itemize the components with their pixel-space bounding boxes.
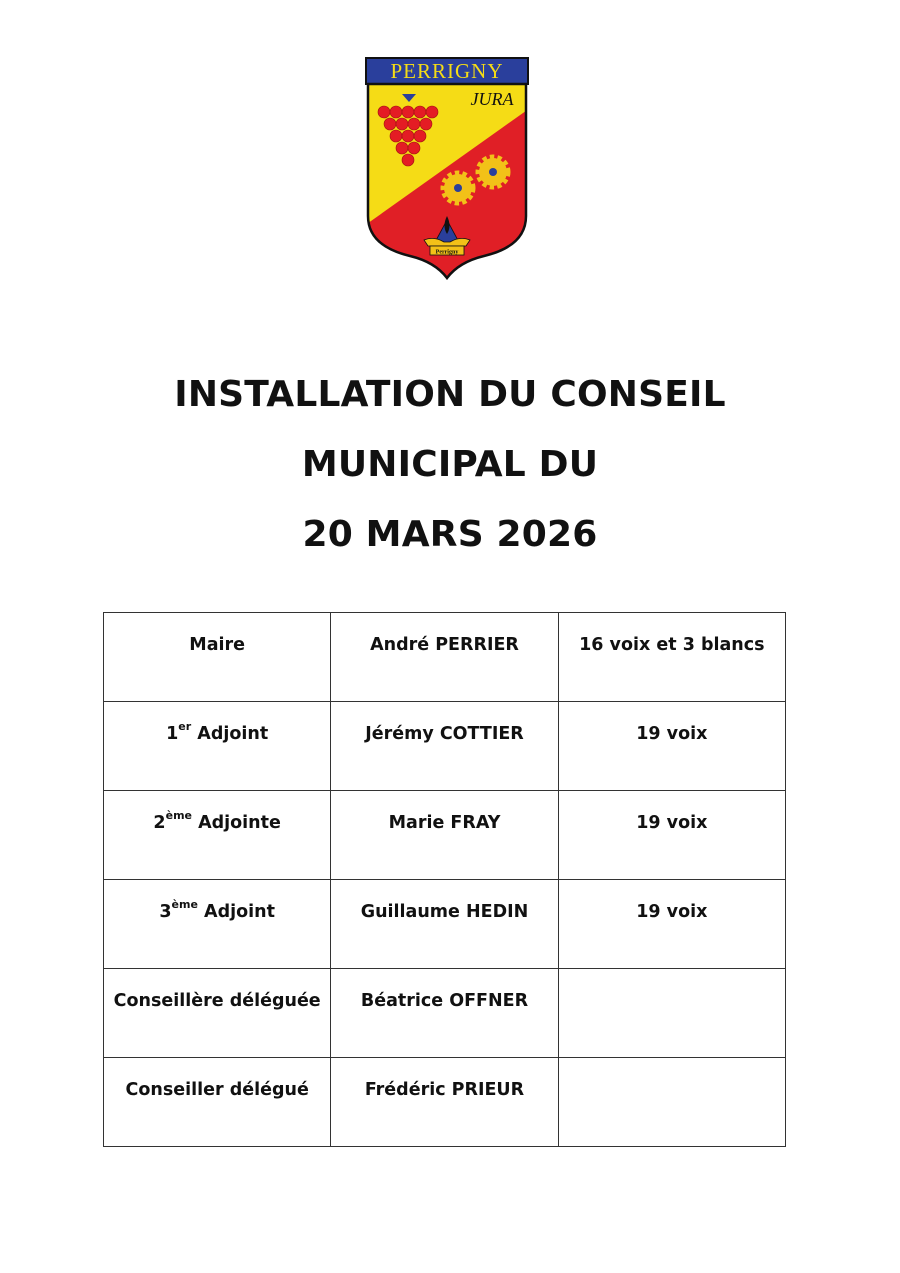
page-title bbox=[0, 360, 900, 570]
title-line-3: 20 MARS 2026 bbox=[302, 514, 598, 555]
crest-ribbon-text: Perrigny bbox=[435, 249, 459, 256]
role-cell: 1er Adjoint bbox=[104, 702, 331, 791]
role-cell: 3ème Adjoint bbox=[104, 880, 331, 969]
table-row bbox=[104, 969, 786, 1058]
name-cell: André PERRIER bbox=[331, 613, 558, 702]
name-cell: Jérémy COTTIER bbox=[331, 702, 558, 791]
table-row bbox=[104, 1058, 786, 1147]
name-cell: Béatrice OFFNER bbox=[331, 969, 558, 1058]
votes-cell: 16 voix et 3 blancs bbox=[558, 613, 785, 702]
role-cell: Conseiller délégué bbox=[104, 1058, 331, 1147]
name-cell: Marie FRAY bbox=[331, 791, 558, 880]
title-line-2: MUNICIPAL DU bbox=[301, 444, 599, 485]
role-cell: 2ème Adjointe bbox=[104, 791, 331, 880]
table-row bbox=[104, 702, 786, 791]
votes-cell: 19 voix bbox=[558, 791, 785, 880]
perrigny-coat-of-arms bbox=[364, 56, 530, 282]
role-cell: Conseillère déléguée bbox=[104, 969, 331, 1058]
votes-cell: 19 voix bbox=[558, 880, 785, 969]
council-table bbox=[103, 612, 786, 1147]
table-row bbox=[104, 791, 786, 880]
votes-cell: 19 voix bbox=[558, 702, 785, 791]
table-row bbox=[104, 613, 786, 702]
name-cell: Frédéric PRIEUR bbox=[331, 1058, 558, 1147]
votes-cell bbox=[558, 969, 785, 1058]
crest-town-name: PERRIGNY bbox=[390, 59, 504, 83]
role-cell: Maire bbox=[104, 613, 331, 702]
table-row bbox=[104, 880, 786, 969]
name-cell: Guillaume HEDIN bbox=[331, 880, 558, 969]
crest-region-name: JURA bbox=[470, 89, 514, 109]
title-line-1: INSTALLATION DU CONSEIL bbox=[174, 374, 726, 415]
votes-cell bbox=[558, 1058, 785, 1147]
